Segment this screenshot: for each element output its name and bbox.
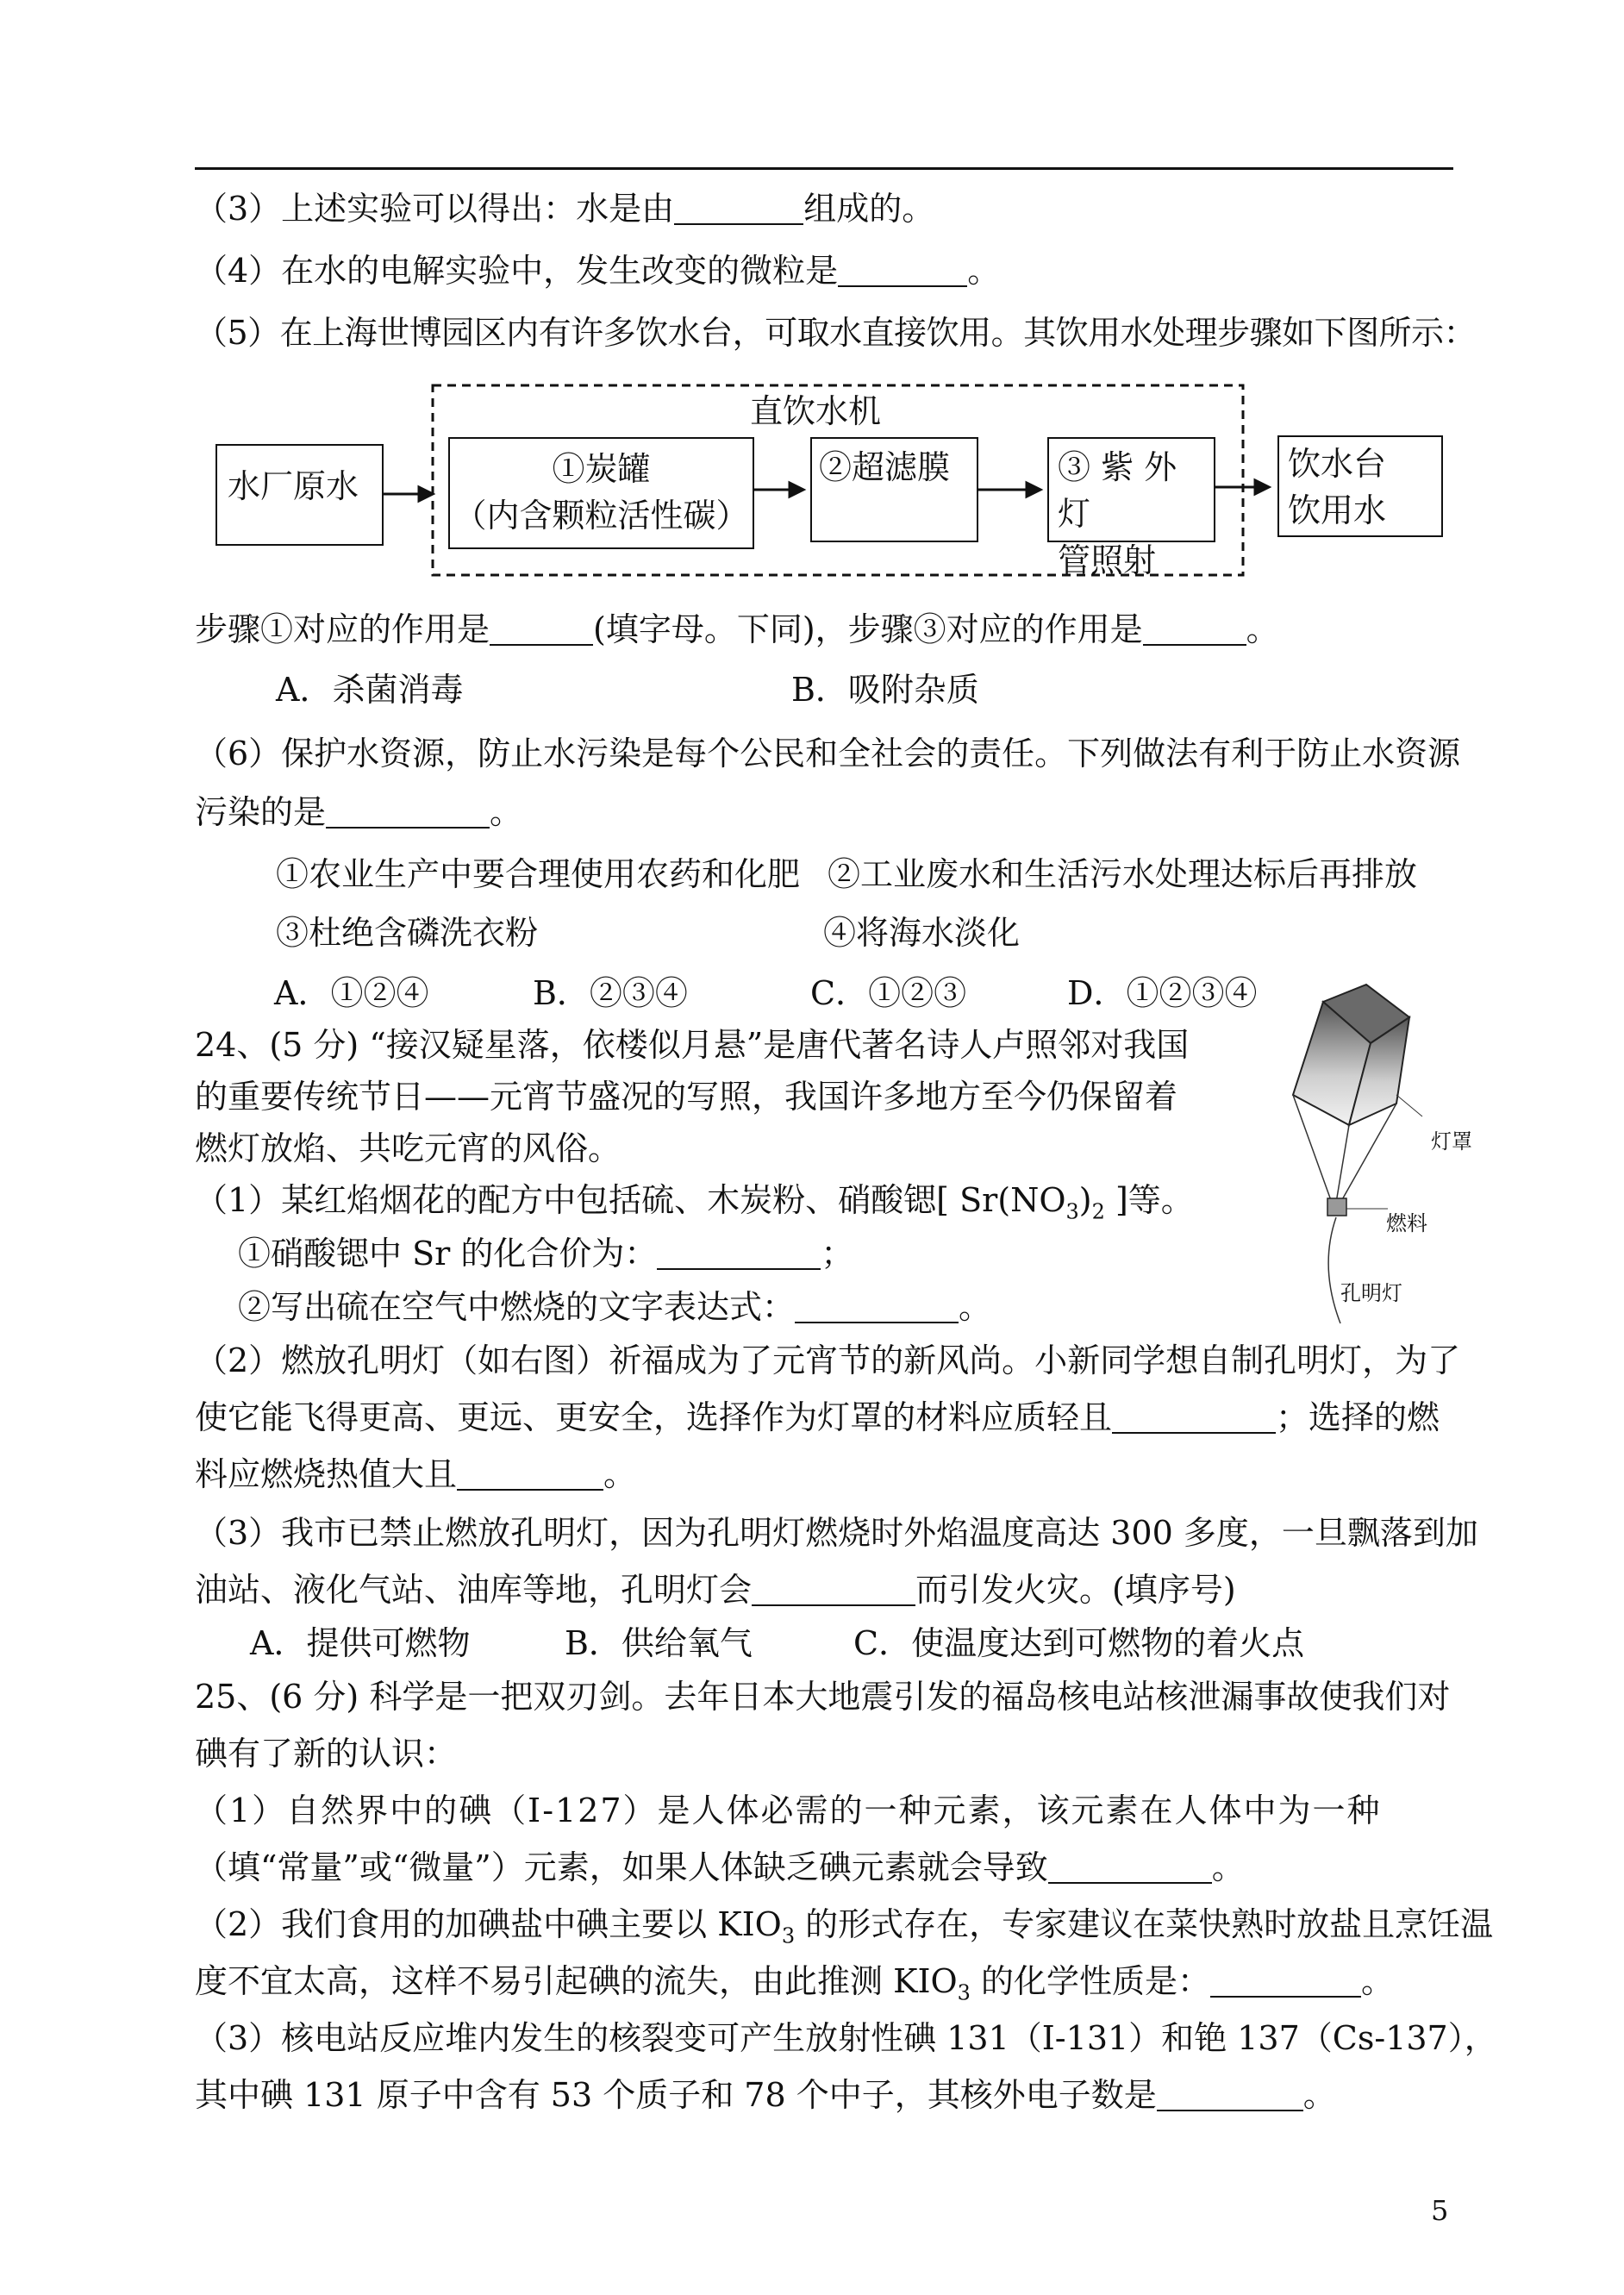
answer-blank[interactable] [1143, 615, 1246, 646]
answer-blank[interactable] [752, 1575, 915, 1606]
q23-part4: （4）在水的电解实验中，发生改变的微粒是 。 [195, 252, 1001, 290]
output-box: 饮水台 饮用水 [1277, 435, 1443, 537]
q25-part1-line1: （1）自然界中的碘（I-127）是人体必需的一种元素，该元素在人体中为一种 [195, 1792, 1382, 1829]
answer-blank[interactable] [1157, 2080, 1303, 2111]
q23-item2: ②工业废水和生活污水处理达标后再排放 [828, 855, 1418, 893]
q23-item4: ④将海水淡化 [823, 914, 1021, 952]
q24-part2-line1: （2）燃放孔明灯（如右图）祈福成为了元宵节的新风尚。小新同学想自制孔明灯，为了 [195, 1341, 1461, 1379]
q23-item3: ③杜绝含磷洗衣粉 [276, 914, 539, 952]
machine-label: 直饮水机 [750, 392, 882, 430]
q23-part5: （5）在上海世博园区内有许多饮水台，可取水直接饮用。其饮用水处理步骤如下图所示： [195, 314, 1477, 352]
header-rule [195, 167, 1453, 170]
step3-box: ③ 紫 外 灯 管照射 [1047, 437, 1215, 542]
answer-blank[interactable] [490, 615, 593, 646]
answer-blank[interactable] [838, 256, 967, 287]
q25-part3-line2: 其中碘 131 原子中含有 53 个质子和 78 个中子，其核外电子数是 。 [195, 2076, 1336, 2114]
answer-blank[interactable] [1112, 1403, 1276, 1434]
arrow-icon [419, 487, 433, 501]
lantern-label-fuel: 燃料 [1386, 1211, 1427, 1235]
arrow-icon [790, 483, 803, 497]
arrow-icon [1255, 480, 1269, 494]
q24-part2-line2: 使它能飞得更高、更远、更安全，选择作为灯罩的材料应质轻且 ；选择的燃 [195, 1398, 1440, 1436]
q23-choice-d: D．①②③④ [1067, 974, 1258, 1012]
arrow-icon [1027, 483, 1040, 497]
q25-intro-line2: 碘有了新的认识： [195, 1735, 458, 1773]
q23-part6-line2: 污染的是 。 [195, 793, 523, 831]
q25-part2-line2: 度不宜太高，这样不易引起碘的流失，由此推测 $KIO_3$ 的化学性质是： 。 [195, 1962, 1395, 2005]
raw-water-box: 水厂原水 [215, 444, 384, 546]
q24-intro-line2: 的重要传统节日——元宵节盛况的写照，我国许多地方至今仍保留着 [195, 1078, 1178, 1116]
page-number: 5 [1431, 2194, 1449, 2227]
q23-choice-a: A．①②④ [274, 974, 429, 1012]
q24-part1: （1）某红焰烟花的配方中包括硫、木炭粉、硝酸锶[ $Sr(NO_3)_2$ ]等。 [195, 1181, 1194, 1224]
q24-intro-line3: 燃灯放焰、共吃元宵的风俗。 [195, 1129, 621, 1167]
q23-option-b: B．吸附杂质 [791, 671, 979, 709]
answer-blank[interactable] [657, 1239, 821, 1270]
q25-part1-line2: （填“常量”或“微量”）元素，如果人体缺乏碘元素就会导致 。 [195, 1848, 1245, 1886]
answer-blank[interactable] [674, 194, 803, 225]
water-treatment-diagram [215, 384, 1457, 582]
q24-part1-i: ①硝酸锶中 Sr 的化合价为： ； [238, 1235, 854, 1273]
step2-box: ②超滤膜 [810, 437, 978, 542]
q25-intro-line1: 25、(6 分) 科学是一把双刃剑。去年日本大地震引发的福岛核电站核泄漏事故使我们对 [195, 1678, 1451, 1716]
q25-part2-line1: （2）我们食用的加碘盐中碘主要以 $KIO_3$ 的形式存在，专家建议在菜快熟时放盐且烹饪温 [195, 1905, 1494, 1948]
q23-choice-b: B．②③④ [533, 974, 688, 1012]
answer-blank[interactable] [795, 1292, 959, 1323]
answer-blank[interactable] [326, 797, 490, 829]
q23-part3: （3）上述实验可以得出：水是由 组成的。 [195, 190, 935, 228]
q23-part6-line1: （6）保护水资源，防止水污染是每个公民和全社会的责任。下列做法有利于防止水资源 [195, 735, 1461, 772]
q24-option-b: B．供给氧气 [565, 1624, 753, 1662]
answer-blank[interactable] [457, 1460, 603, 1491]
q25-part3-line1: （3）核电站反应堆内发生的核裂变可产生放射性碘 131（I-131）和铯 137（Cs-137）， [195, 2019, 1497, 2057]
answer-blank[interactable] [1048, 1853, 1212, 1884]
q24-option-a: A．提供可燃物 [250, 1624, 471, 1662]
q24-option-c: C．使温度达到可燃物的着火点 [853, 1624, 1305, 1662]
q23-step-question: 步骤①对应的作用是 (填字母。下同)，步骤③对应的作用是 。 [195, 610, 1279, 648]
lantern-label-shade: 灯罩 [1431, 1129, 1472, 1154]
q24-intro-line1: 24、(5 分) “接汉疑星落，依楼似月悬”是唐代著名诗人卢照邻对我国 [195, 1026, 1190, 1064]
answer-blank[interactable] [1210, 1967, 1361, 1998]
q23-option-a: A．杀菌消毒 [276, 671, 464, 709]
q23-choice-c: C．①②③ [810, 974, 967, 1012]
q24-part1-ii: ②写出硫在空气中燃烧的文字表达式： 。 [238, 1288, 992, 1326]
lantern-caption: 孔明灯 [1340, 1281, 1402, 1305]
q24-part2-line3: 料应燃烧热值大且 。 [195, 1455, 637, 1493]
q24-part3-line1: （3）我市已禁止燃放孔明灯，因为孔明灯燃烧时外焰温度高达 300 多度，一旦飘落到加 [195, 1514, 1478, 1552]
q24-part3-line2: 油站、液化气站、油库等地，孔明灯会 而引发火灾。(填序号) [195, 1571, 1236, 1609]
step1-box: ①炭罐 （内含颗粒活性碳） [448, 437, 754, 549]
q23-item1: ①农业生产中要合理使用农药和化肥 [276, 855, 801, 893]
